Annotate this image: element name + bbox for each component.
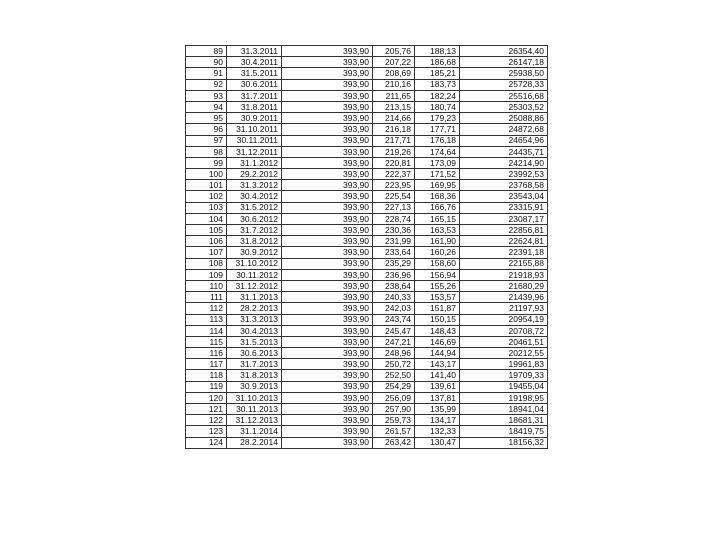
date-cell: 30.4.2011: [227, 57, 282, 68]
interest-cell: 174,64: [415, 146, 460, 157]
interest-cell: 161,90: [415, 236, 460, 247]
interest-cell: 183,73: [415, 79, 460, 90]
interest-cell: 132,33: [415, 426, 460, 437]
row-number-cell: 106: [186, 236, 227, 247]
interest-cell: 143,17: [415, 359, 460, 370]
table-row: [186, 426, 548, 437]
table-body: [186, 46, 548, 449]
table-row: [186, 46, 548, 57]
row-number-cell: 120: [186, 392, 227, 403]
table-row: [186, 236, 548, 247]
date-cell: 29.2.2012: [227, 169, 282, 180]
row-number-cell: 112: [186, 303, 227, 314]
table-row: [186, 348, 548, 359]
date-cell: 31.7.2011: [227, 90, 282, 101]
row-number-cell: 124: [186, 437, 227, 448]
date-cell: 30.4.2012: [227, 191, 282, 202]
date-cell: 31.10.2011: [227, 124, 282, 135]
payment-cell: 393,90: [282, 157, 373, 168]
principal-cell: 211,65: [373, 90, 415, 101]
payment-cell: 393,90: [282, 236, 373, 247]
table-row: [186, 113, 548, 124]
principal-cell: 223,95: [373, 180, 415, 191]
interest-cell: 163,53: [415, 225, 460, 236]
date-cell: 31.12.2012: [227, 280, 282, 291]
date-cell: 30.6.2011: [227, 79, 282, 90]
date-cell: 31.5.2011: [227, 68, 282, 79]
table-row: [186, 79, 548, 90]
principal-cell: 252,50: [373, 370, 415, 381]
payment-cell: 393,90: [282, 247, 373, 258]
row-number-cell: 101: [186, 180, 227, 191]
principal-cell: 240,33: [373, 292, 415, 303]
row-number-cell: 113: [186, 314, 227, 325]
interest-cell: 155,26: [415, 280, 460, 291]
principal-cell: 228,74: [373, 213, 415, 224]
row-number-cell: 110: [186, 280, 227, 291]
principal-cell: 243,74: [373, 314, 415, 325]
table-row: [186, 180, 548, 191]
payment-cell: 393,90: [282, 415, 373, 426]
table-row: [186, 359, 548, 370]
payment-cell: 393,90: [282, 392, 373, 403]
payment-cell: 393,90: [282, 225, 373, 236]
principal-cell: 242,03: [373, 303, 415, 314]
interest-cell: 153,57: [415, 292, 460, 303]
interest-cell: 185,21: [415, 68, 460, 79]
date-cell: 31.5.2012: [227, 202, 282, 213]
date-cell: 31.7.2013: [227, 359, 282, 370]
principal-cell: 220,81: [373, 157, 415, 168]
interest-cell: 169,95: [415, 180, 460, 191]
principal-cell: 208,69: [373, 68, 415, 79]
row-number-cell: 116: [186, 348, 227, 359]
interest-cell: 173,09: [415, 157, 460, 168]
payment-cell: 393,90: [282, 124, 373, 135]
row-number-cell: 89: [186, 46, 227, 57]
table-row: [186, 280, 548, 291]
date-cell: 31.10.2012: [227, 258, 282, 269]
payment-schedule-table: [185, 45, 548, 449]
interest-cell: 186,68: [415, 57, 460, 68]
principal-cell: 205,76: [373, 46, 415, 57]
payment-cell: 393,90: [282, 68, 373, 79]
row-number-cell: 108: [186, 258, 227, 269]
payment-cell: 393,90: [282, 90, 373, 101]
date-cell: 31.12.2011: [227, 146, 282, 157]
table-row: [186, 157, 548, 168]
table-row: [186, 124, 548, 135]
payment-cell: 393,90: [282, 280, 373, 291]
payment-cell: 393,90: [282, 336, 373, 347]
table-row: [186, 57, 548, 68]
date-cell: 31.3.2011: [227, 46, 282, 57]
table-row: [186, 258, 548, 269]
principal-cell: 235,29: [373, 258, 415, 269]
date-cell: 30.9.2012: [227, 247, 282, 258]
principal-cell: 257,90: [373, 404, 415, 415]
payment-cell: 393,90: [282, 370, 373, 381]
table-row: [186, 370, 548, 381]
payment-cell: 393,90: [282, 314, 373, 325]
principal-cell: 213,15: [373, 101, 415, 112]
date-cell: 31.3.2012: [227, 180, 282, 191]
row-number-cell: 104: [186, 213, 227, 224]
table-row: [186, 269, 548, 280]
row-number-cell: 119: [186, 381, 227, 392]
principal-cell: 216,18: [373, 124, 415, 135]
row-number-cell: 90: [186, 57, 227, 68]
payment-cell: 393,90: [282, 146, 373, 157]
principal-cell: 238,64: [373, 280, 415, 291]
interest-cell: 141,40: [415, 370, 460, 381]
interest-cell: 130,47: [415, 437, 460, 448]
balance-cell: 25088,86: [460, 113, 548, 124]
balance-cell: 18156,32: [460, 437, 548, 448]
table-row: [186, 213, 548, 224]
interest-cell: 188,13: [415, 46, 460, 57]
balance-cell: 23768,58: [460, 180, 548, 191]
date-cell: 28.2.2013: [227, 303, 282, 314]
table-row: [186, 146, 548, 157]
payment-cell: 393,90: [282, 325, 373, 336]
balance-cell: 18941,04: [460, 404, 548, 415]
table-row: [186, 202, 548, 213]
payment-cell: 393,90: [282, 426, 373, 437]
balance-cell: 24654,96: [460, 135, 548, 146]
principal-cell: 219,26: [373, 146, 415, 157]
row-number-cell: 93: [186, 90, 227, 101]
balance-cell: 23992,53: [460, 169, 548, 180]
principal-cell: 259,73: [373, 415, 415, 426]
row-number-cell: 100: [186, 169, 227, 180]
balance-cell: 23087,17: [460, 213, 548, 224]
interest-cell: 146,69: [415, 336, 460, 347]
payment-cell: 393,90: [282, 404, 373, 415]
balance-cell: 23315,91: [460, 202, 548, 213]
row-number-cell: 105: [186, 225, 227, 236]
principal-cell: 250,72: [373, 359, 415, 370]
date-cell: 30.11.2011: [227, 135, 282, 146]
interest-cell: 151,87: [415, 303, 460, 314]
principal-cell: 227,13: [373, 202, 415, 213]
balance-cell: 20708,72: [460, 325, 548, 336]
date-cell: 31.7.2012: [227, 225, 282, 236]
principal-cell: 233,64: [373, 247, 415, 258]
table-row: [186, 336, 548, 347]
interest-cell: 150,15: [415, 314, 460, 325]
row-number-cell: 122: [186, 415, 227, 426]
balance-cell: 19455,04: [460, 381, 548, 392]
payment-cell: 393,90: [282, 191, 373, 202]
row-number-cell: 114: [186, 325, 227, 336]
payment-cell: 393,90: [282, 169, 373, 180]
row-number-cell: 109: [186, 269, 227, 280]
balance-cell: 24214,90: [460, 157, 548, 168]
payment-cell: 393,90: [282, 348, 373, 359]
table-row: [186, 225, 548, 236]
payment-cell: 393,90: [282, 303, 373, 314]
table-row: [186, 325, 548, 336]
interest-cell: 176,18: [415, 135, 460, 146]
principal-cell: 245,47: [373, 325, 415, 336]
balance-cell: 19198,95: [460, 392, 548, 403]
date-cell: 30.6.2013: [227, 348, 282, 359]
payment-cell: 393,90: [282, 57, 373, 68]
date-cell: 30.11.2013: [227, 404, 282, 415]
payment-cell: 393,90: [282, 79, 373, 90]
payment-cell: 393,90: [282, 258, 373, 269]
date-cell: 28.2.2014: [227, 437, 282, 448]
row-number-cell: 99: [186, 157, 227, 168]
payment-cell: 393,90: [282, 180, 373, 191]
balance-cell: 21680,29: [460, 280, 548, 291]
date-cell: 30.9.2013: [227, 381, 282, 392]
principal-cell: 207,22: [373, 57, 415, 68]
payment-cell: 393,90: [282, 292, 373, 303]
row-number-cell: 117: [186, 359, 227, 370]
interest-cell: 177,71: [415, 124, 460, 135]
row-number-cell: 115: [186, 336, 227, 347]
balance-cell: 20954,19: [460, 314, 548, 325]
row-number-cell: 95: [186, 113, 227, 124]
row-number-cell: 96: [186, 124, 227, 135]
interest-cell: 171,52: [415, 169, 460, 180]
balance-cell: 24435,71: [460, 146, 548, 157]
balance-cell: 22856,81: [460, 225, 548, 236]
row-number-cell: 118: [186, 370, 227, 381]
interest-cell: 168,36: [415, 191, 460, 202]
balance-cell: 25516,68: [460, 90, 548, 101]
row-number-cell: 123: [186, 426, 227, 437]
payment-cell: 393,90: [282, 269, 373, 280]
interest-cell: 156,94: [415, 269, 460, 280]
date-cell: 31.8.2013: [227, 370, 282, 381]
interest-cell: 160,26: [415, 247, 460, 258]
row-number-cell: 98: [186, 146, 227, 157]
table-row: [186, 247, 548, 258]
table-row: [186, 169, 548, 180]
table-row: [186, 437, 548, 448]
date-cell: 31.10.2013: [227, 392, 282, 403]
payment-cell: 393,90: [282, 381, 373, 392]
balance-cell: 26147,18: [460, 57, 548, 68]
payment-cell: 393,90: [282, 437, 373, 448]
table-row: [186, 404, 548, 415]
balance-cell: 25303,52: [460, 101, 548, 112]
interest-cell: 134,17: [415, 415, 460, 426]
principal-cell: 248,96: [373, 348, 415, 359]
balance-cell: 18681,31: [460, 415, 548, 426]
principal-cell: 254,29: [373, 381, 415, 392]
principal-cell: 236,96: [373, 269, 415, 280]
interest-cell: 166,76: [415, 202, 460, 213]
row-number-cell: 94: [186, 101, 227, 112]
row-number-cell: 107: [186, 247, 227, 258]
balance-cell: 22391,18: [460, 247, 548, 258]
table-row: [186, 191, 548, 202]
interest-cell: 137,81: [415, 392, 460, 403]
balance-cell: 26354,40: [460, 46, 548, 57]
principal-cell: 217,71: [373, 135, 415, 146]
table-row: [186, 292, 548, 303]
row-number-cell: 91: [186, 68, 227, 79]
interest-cell: 180,74: [415, 101, 460, 112]
principal-cell: 230,36: [373, 225, 415, 236]
interest-cell: 165,15: [415, 213, 460, 224]
date-cell: 30.6.2012: [227, 213, 282, 224]
principal-cell: 222,37: [373, 169, 415, 180]
principal-cell: 214,66: [373, 113, 415, 124]
interest-cell: 139,61: [415, 381, 460, 392]
principal-cell: 225,54: [373, 191, 415, 202]
payment-cell: 393,90: [282, 359, 373, 370]
principal-cell: 210,16: [373, 79, 415, 90]
date-cell: 31.12.2013: [227, 415, 282, 426]
interest-cell: 144,94: [415, 348, 460, 359]
table-row: [186, 303, 548, 314]
date-cell: 30.11.2012: [227, 269, 282, 280]
balance-cell: 22155,88: [460, 258, 548, 269]
table-row: [186, 314, 548, 325]
date-cell: 31.8.2012: [227, 236, 282, 247]
balance-cell: 19709,33: [460, 370, 548, 381]
row-number-cell: 97: [186, 135, 227, 146]
table-row: [186, 392, 548, 403]
principal-cell: 247,21: [373, 336, 415, 347]
row-number-cell: 121: [186, 404, 227, 415]
table-row: [186, 68, 548, 79]
table-row: [186, 101, 548, 112]
balance-cell: 20461,51: [460, 336, 548, 347]
table-row: [186, 415, 548, 426]
interest-cell: 182,24: [415, 90, 460, 101]
balance-cell: 22624,81: [460, 236, 548, 247]
principal-cell: 231,99: [373, 236, 415, 247]
balance-cell: 21918,93: [460, 269, 548, 280]
principal-cell: 256,09: [373, 392, 415, 403]
interest-cell: 135,99: [415, 404, 460, 415]
interest-cell: 148,43: [415, 325, 460, 336]
row-number-cell: 102: [186, 191, 227, 202]
payment-cell: 393,90: [282, 135, 373, 146]
table-row: [186, 381, 548, 392]
interest-cell: 158,60: [415, 258, 460, 269]
date-cell: 30.4.2013: [227, 325, 282, 336]
balance-cell: 25938,50: [460, 68, 548, 79]
payment-cell: 393,90: [282, 202, 373, 213]
balance-cell: 19961,83: [460, 359, 548, 370]
row-number-cell: 111: [186, 292, 227, 303]
payment-cell: 393,90: [282, 46, 373, 57]
principal-cell: 263,42: [373, 437, 415, 448]
balance-cell: 18419,75: [460, 426, 548, 437]
interest-cell: 179,23: [415, 113, 460, 124]
payment-cell: 393,90: [282, 101, 373, 112]
date-cell: 31.1.2014: [227, 426, 282, 437]
date-cell: 31.8.2011: [227, 101, 282, 112]
balance-cell: 24872,68: [460, 124, 548, 135]
balance-cell: 21197,93: [460, 303, 548, 314]
table-row: [186, 135, 548, 146]
principal-cell: 261,57: [373, 426, 415, 437]
row-number-cell: 92: [186, 79, 227, 90]
date-cell: 31.1.2013: [227, 292, 282, 303]
balance-cell: 21439,96: [460, 292, 548, 303]
payment-cell: 393,90: [282, 213, 373, 224]
date-cell: 31.5.2013: [227, 336, 282, 347]
row-number-cell: 103: [186, 202, 227, 213]
date-cell: 31.1.2012: [227, 157, 282, 168]
balance-cell: 25728,33: [460, 79, 548, 90]
payment-cell: 393,90: [282, 113, 373, 124]
date-cell: 30.9.2011: [227, 113, 282, 124]
table-row: [186, 90, 548, 101]
balance-cell: 20212,55: [460, 348, 548, 359]
date-cell: 31.3.2013: [227, 314, 282, 325]
balance-cell: 23543,04: [460, 191, 548, 202]
